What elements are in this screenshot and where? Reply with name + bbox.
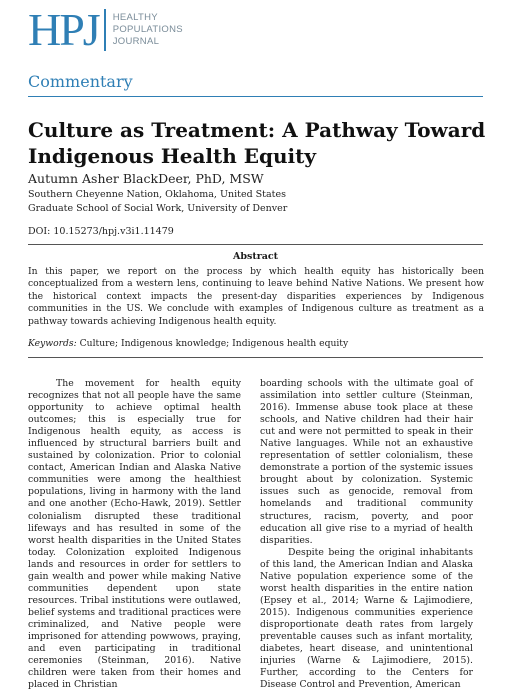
body-paragraph: boarding schools with the ultimate goal of assimilation into settler culture (Steinman, 2016). Immense abuse took place at these schools, and Native children had their hair cut and were not permitted to speak in their Native languages. While not an exhaustive representation of settler colonialism, these demonstrate a portion of the systemic issues brought about by colonization. Systemic issues such as genocide, removal from homelands and traditional community structures, racism, poverty, and poor education all give rise to a myriad of health disparities. bbox=[260, 378, 473, 546]
abstract-text: In this paper, we report on the process by which health equity has historically been conceptualized from a western lens, continuing to leave behind Native Nations. We present how the historical context impacts the present-day disparities experiences by Indigenous communities in the US. We conclude with examples of Indigenous culture as treatment as a pathway towards achieving Indigenous health equity. bbox=[28, 266, 484, 327]
affiliation: Graduate School of Social Work, University of Denver bbox=[28, 203, 288, 214]
body-column-left bbox=[28, 378, 241, 691]
journal-logo bbox=[28, 6, 183, 54]
logo-mark: HPJ bbox=[28, 7, 103, 53]
keywords-list: Culture; Indigenous knowledge; Indigenous health equity bbox=[76, 338, 349, 349]
abstract-bottom-rule bbox=[28, 357, 483, 358]
abstract-top-rule bbox=[28, 244, 483, 245]
doi[interactable]: DOI: 10.15273/hpj.v3i1.11479 bbox=[28, 226, 174, 237]
logo-wordmark bbox=[113, 12, 183, 48]
section-label: Commentary bbox=[28, 72, 133, 91]
abstract-heading: Abstract bbox=[232, 251, 279, 262]
logo-line: POPULATIONS bbox=[112, 24, 183, 35]
logo-line: JOURNAL bbox=[112, 36, 160, 47]
section-divider bbox=[28, 96, 483, 97]
body-column-right bbox=[260, 378, 473, 691]
body-paragraph: Despite being the original inhabitants of this land, the American Indian and Alaska Native population experience some of the worst health disparities in the entire nation (Epsey et al., 2014; Warne & Lajimodiere, 2015). Indigenous communities experience disproportionate death rates from largely preventable causes such as infant mortality, diabetes, heart disease, and unintentional injuries (Warne & Lajimodiere, 2015). Further, according to the Centers for Disease Control and Prevention, American bbox=[260, 546, 473, 691]
article-title: Culture as Treatment: A Pathway Toward Indigenous Health Equity bbox=[28, 118, 486, 168]
keywords-label: Keywords: bbox=[28, 338, 77, 349]
affiliation: Southern Cheyenne Nation, Oklahoma, United States bbox=[28, 189, 286, 200]
author-name: Autumn Asher BlackDeer, PhD, MSW bbox=[28, 171, 264, 186]
logo-line: HEALTHY bbox=[112, 12, 158, 23]
keywords bbox=[28, 338, 348, 349]
body-paragraph: The movement for health equity recognizes that not all people have the same opportunity to achieve optimal health outcomes; this is especially true for Indigenous health equity, as access is influenced by structural barriers built and sustained by colonization. Prior to colonial contact, American Indian and Alaska Native communities were among the healthiest populations, living in harmony with the land and one another (Echo-Hawk, 2019). Settler colonialism disrupted these traditional lifeways and has resulted in some of the worst health disparities in the United States today. Colonization exploited Indigenous lands and resources in order for settlers to gain wealth and power while making Native communities dependent upon state resources. Tribal institutions were outlawed, belief systems and traditional practices were criminalized, and Native people were imprisoned for attending powwows, praying, and even participating in traditional ceremonies (Steinman, 2016). Native children were taken from their homes and placed in Christian bbox=[28, 378, 241, 691]
